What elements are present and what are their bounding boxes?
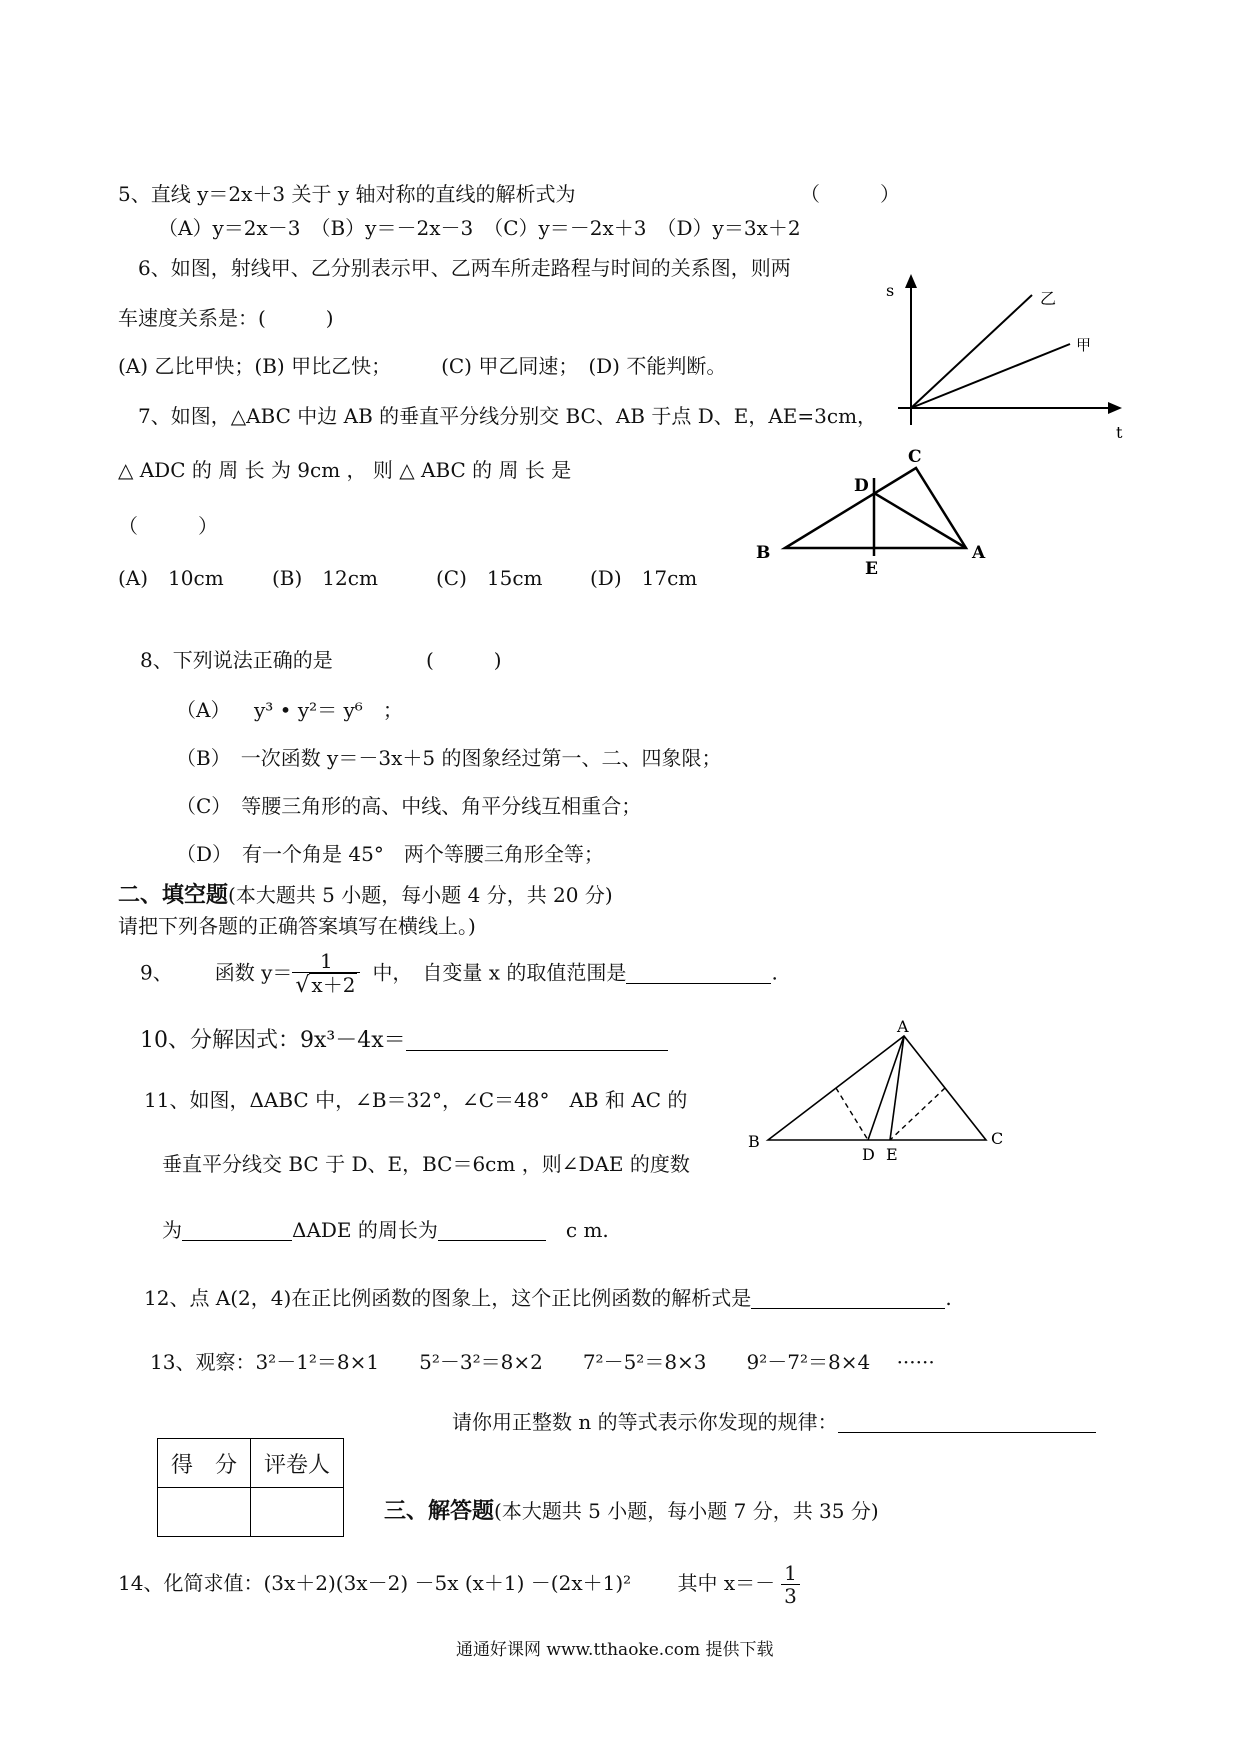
q11-perimeter-blank[interactable] xyxy=(438,1218,546,1241)
q7-option-b: (B) 12cm xyxy=(272,566,378,590)
q9-answer-blank[interactable] xyxy=(626,961,771,984)
q7-line3: （ ） xyxy=(118,514,218,538)
q10-answer-blank[interactable] xyxy=(406,1028,668,1051)
q9-fraction: $\frac{1}{√ x+2}$ xyxy=(292,950,360,998)
q9-condition-text: 中， 自变量 x 的取值范围是 xyxy=(372,960,627,985)
q11-blank-prefix: 为 xyxy=(162,1218,182,1242)
grader-header: 评卷人 xyxy=(251,1439,344,1488)
q11-perimeter-text: ΔADE 的周长为 xyxy=(292,1218,438,1242)
q11-triangle-figure xyxy=(740,1020,1010,1170)
q7-label-d: D xyxy=(854,476,869,496)
q12-answer-blank[interactable] xyxy=(751,1286,945,1309)
q8-option-c: （C） 等腰三角形的高、中线、角平分线互相重合； xyxy=(176,794,642,818)
q6-x-label: t xyxy=(1116,423,1123,442)
q7-label-a: A xyxy=(972,543,986,563)
q14-text: 14、化简求值：(3x＋2)(3x－2) －5x (x＋1) －(2x＋1)² 其中 x＝－ xyxy=(118,1571,776,1595)
q9-number: 9、 xyxy=(140,960,173,985)
q8-option-b: （B） 一次函数 y＝－3x＋5 的图象经过第一、二、四象限； xyxy=(176,746,722,770)
q11-label-b: B xyxy=(748,1132,760,1151)
q14-line xyxy=(118,1562,800,1607)
q6-line-jia xyxy=(911,344,1070,408)
q6-x-axis-arrow xyxy=(1108,402,1122,414)
score-table xyxy=(157,1438,344,1537)
q6-label-yi: 乙 xyxy=(1040,289,1057,308)
q7-triangle-abc xyxy=(785,468,966,548)
q11-line3 xyxy=(162,1218,609,1242)
q13-ask-text: 请你用正整数 n 的等式表示你发现的规律： xyxy=(452,1410,838,1434)
q10-text: 10、分解因式：9x³－4x＝ xyxy=(140,1028,406,1053)
q7-segment-ad xyxy=(874,493,966,548)
q6-options: (A) 乙比甲快；(B) 甲比乙快； (C) 甲乙同速； (D) 不能判断。 xyxy=(118,354,727,378)
q11-segment-ae xyxy=(890,1036,904,1140)
q7-label-e: E xyxy=(865,559,878,579)
q11-unit: c m. xyxy=(545,1218,609,1242)
q6-distance-time-graph xyxy=(880,270,1130,445)
q11-angle-blank[interactable] xyxy=(182,1218,292,1241)
q7-label-b: B xyxy=(756,543,771,563)
q7-option-a: (A) 10cm xyxy=(118,566,224,590)
section3-title: 三、解答题 xyxy=(384,1498,495,1524)
q8-option-d: （D） 有一个角是 45° 两个等腰三角形全等； xyxy=(176,842,604,866)
q14-fraction xyxy=(781,1562,800,1607)
q5-answer-paren: （ ） xyxy=(800,182,900,206)
q11-label-c: C xyxy=(991,1129,1004,1148)
q11-label-e: E xyxy=(886,1145,898,1164)
q5-stem: 5、直线 y＝2x＋3 关于 y 轴对称的直线的解析式为 xyxy=(118,182,576,206)
q11-segment-ad xyxy=(868,1036,904,1140)
section2-title: 二、填空题 xyxy=(118,882,229,908)
q13-answer-blank[interactable] xyxy=(838,1410,1096,1433)
section3-header xyxy=(384,1498,879,1524)
score-cell[interactable] xyxy=(158,1488,251,1537)
section2-instruction: 请把下列各题的正确答案填写在横线上。) xyxy=(118,914,476,938)
q12-period: . xyxy=(945,1286,952,1310)
q7-triangle-figure xyxy=(752,440,1012,580)
q13-ask-line xyxy=(452,1410,1096,1434)
section3-info: (本大题共 5 小题，每小题 7 分，共 35 分) xyxy=(494,1499,879,1523)
q12-line xyxy=(144,1286,952,1310)
score-header: 得 分 xyxy=(158,1439,251,1488)
q6-line-yi xyxy=(911,295,1032,408)
q13-observation: 13、观察：3²－1²＝8×1 5²－3²＝8×2 7²－5²＝8×3 9²－7²＝8×4 ······ xyxy=(150,1350,935,1374)
q5-options: （A）y＝2x－3 （B）y＝－2x－3 （C）y＝－2x＋3 （D）y＝3x＋2 xyxy=(158,216,801,240)
q7-label-c: C xyxy=(908,447,922,467)
grader-cell[interactable] xyxy=(251,1488,344,1537)
q14-fraction-denominator: 3 xyxy=(784,1584,797,1608)
q10-line xyxy=(140,1028,668,1054)
q7-line2: △ ADC 的 周 长 为 9cm ， 则 △ ABC 的 周 长 是 xyxy=(118,458,572,482)
q11-label-d: D xyxy=(862,1145,875,1164)
q7-line1: 7、如图，△ABC 中边 AB 的垂直平分线分别交 BC、AB 于点 D、E，AE=3cm， xyxy=(138,404,878,428)
q7-option-d: (D) 17cm xyxy=(590,566,698,590)
q9-fraction-denominator: x＋2 xyxy=(311,973,356,997)
q11-bisector-ac xyxy=(890,1088,945,1140)
q9-period: . xyxy=(771,960,778,985)
q11-triangle-abc xyxy=(768,1036,986,1140)
q14-fraction-numerator: 1 xyxy=(781,1562,800,1585)
q11-line1: 11、如图，ΔABC 中，∠B＝32°，∠C＝48° AB 和 AC 的 xyxy=(144,1088,688,1112)
q8-answer-paren: ( ) xyxy=(426,648,502,672)
q11-bisector-ab xyxy=(836,1088,868,1140)
page-footer: 通通好课网 www.tthaoke.com 提供下载 xyxy=(456,1640,774,1660)
q8-option-a-expr: y³ • y²＝ y⁶ ； xyxy=(254,698,403,722)
q6-line2: 车速度关系是：( ) xyxy=(118,306,334,330)
q8-stem: 8、下列说法正确的是 xyxy=(140,648,333,672)
q11-label-a: A xyxy=(897,1020,909,1036)
q8-option-a-label: （A） xyxy=(176,698,231,722)
q9-function-text: 函数 y＝ xyxy=(214,960,293,985)
section2-header xyxy=(118,882,613,908)
q11-line2: 垂直平分线交 BC 于 D、E，BC＝6cm ，则∠DAE 的度数 xyxy=(162,1152,690,1176)
section2-info: (本大题共 5 小题，每小题 4 分，共 20 分) xyxy=(228,883,613,907)
q6-y-axis-arrow xyxy=(905,274,917,288)
q7-option-c: (C) 15cm xyxy=(436,566,543,590)
q6-y-label: s xyxy=(886,281,895,300)
q9-fraction-numerator: 1 xyxy=(292,950,360,973)
q6-label-jia: 甲 xyxy=(1076,336,1092,354)
q12-text: 12、点 A(2，4)在正比例函数的图象上，这个正比例函数的解析式是 xyxy=(144,1286,752,1310)
q9-line xyxy=(140,950,778,998)
q6-line1: 6、如图，射线甲、乙分别表示甲、乙两车所走路程与时间的关系图，则两 xyxy=(138,256,791,280)
